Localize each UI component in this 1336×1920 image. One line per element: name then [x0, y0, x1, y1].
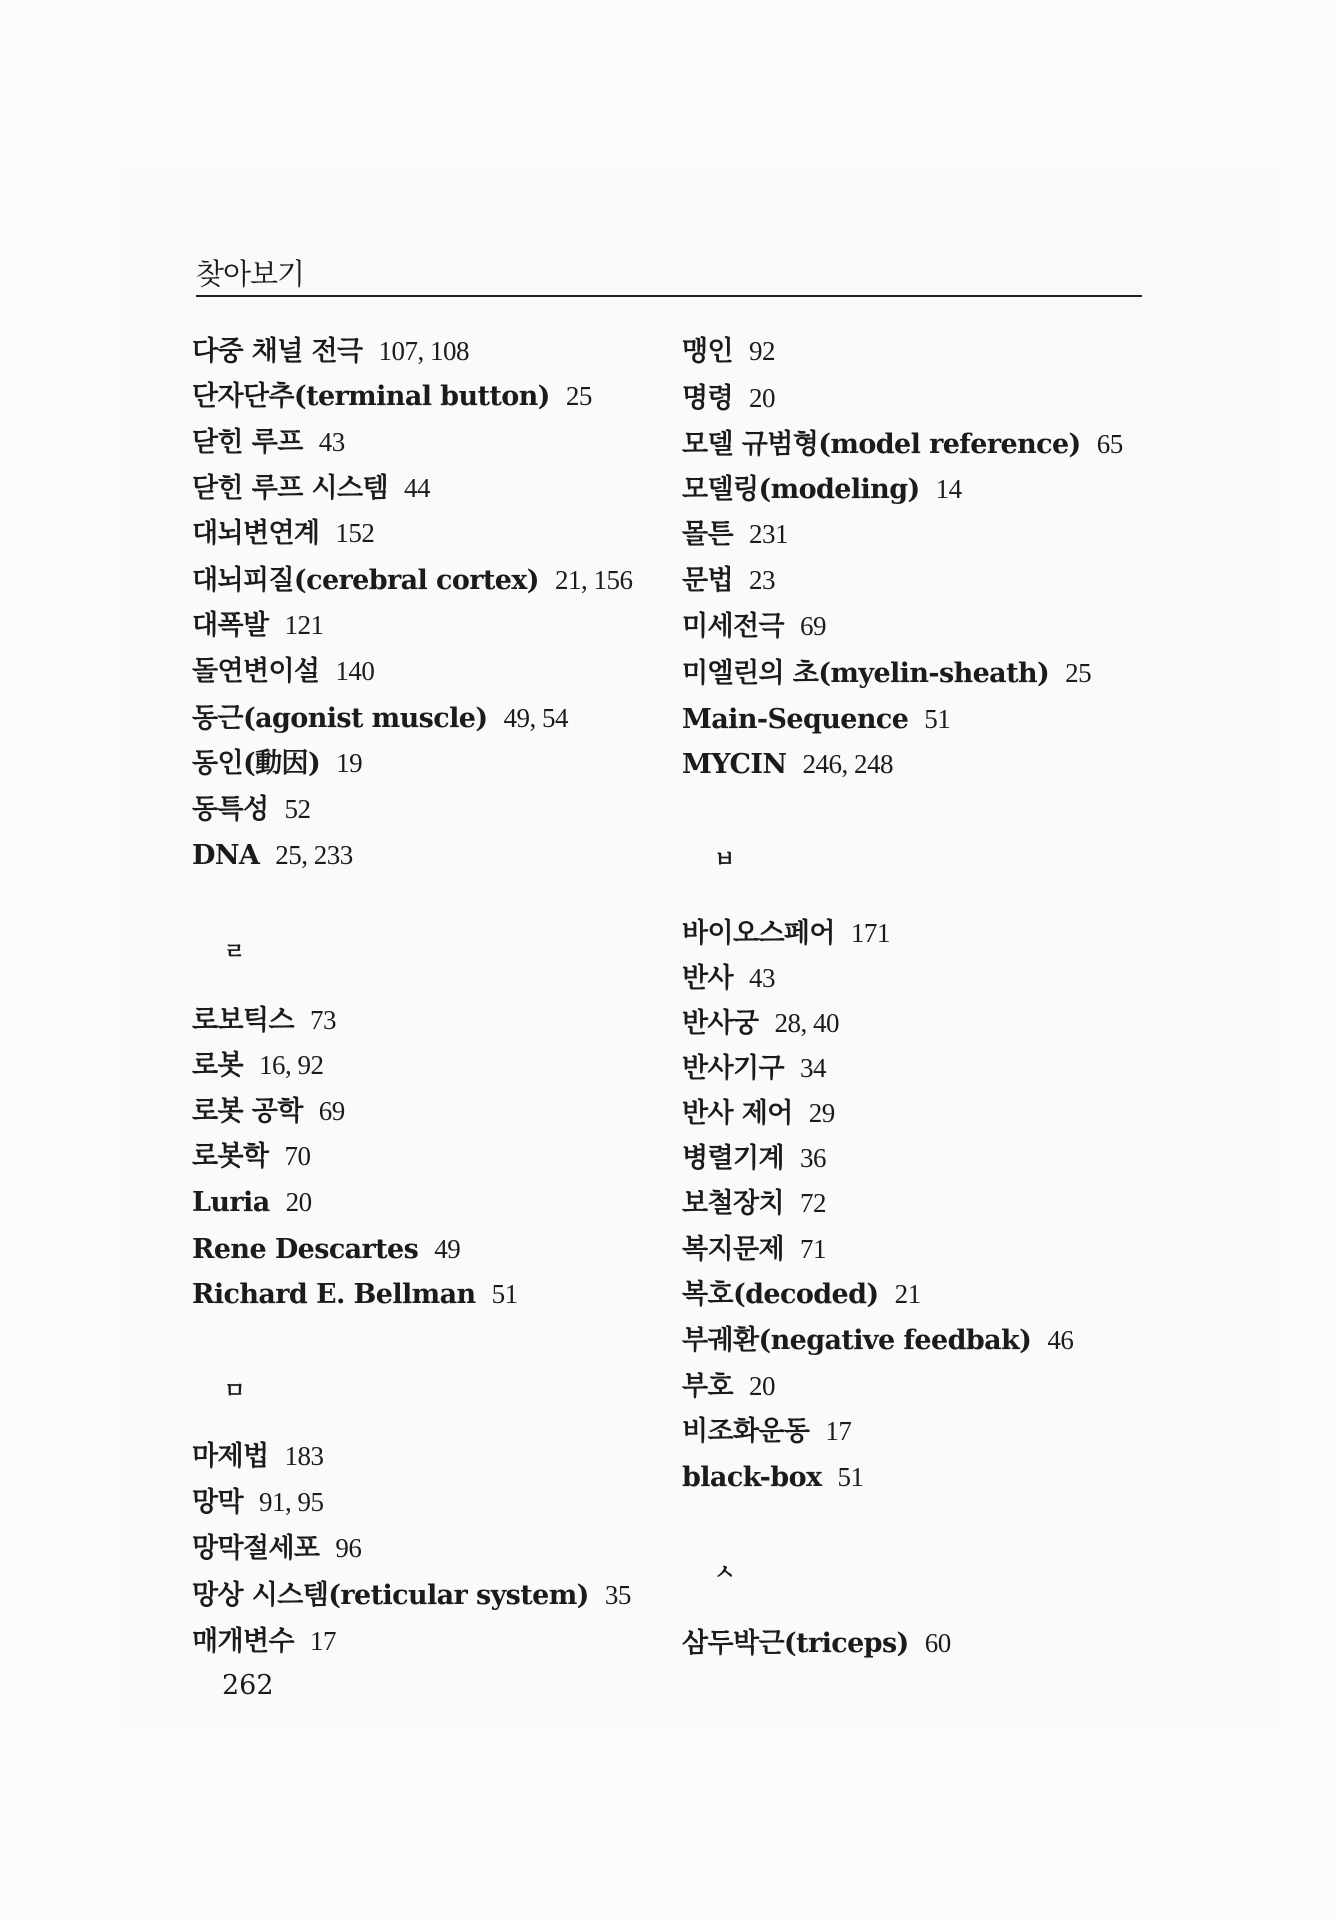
- index-page-refs: 73: [309, 1005, 336, 1035]
- index-term: 몰튼: [682, 519, 733, 550]
- index-page-refs: 36: [799, 1143, 826, 1173]
- index-term: Rene Descartes: [192, 1234, 419, 1265]
- index-entry: [192, 1281, 518, 1308]
- index-entry: [192, 1052, 323, 1079]
- index-term: 삼두박근(triceps): [682, 1628, 909, 1659]
- index-term: 미세전극: [682, 611, 784, 642]
- index-entry: [682, 613, 826, 640]
- index-page-refs: 17: [825, 1416, 852, 1446]
- index-term: 돌연변이설: [192, 656, 320, 687]
- index-term: 미엘린의 초(myelin-sheath): [682, 658, 1050, 689]
- index-page-refs: 20: [748, 1371, 775, 1401]
- index-page-refs: 183: [284, 1441, 324, 1471]
- index-page-refs: 60: [924, 1628, 951, 1658]
- index-term: DNA: [192, 840, 260, 871]
- index-page-refs: 107, 108: [378, 336, 469, 366]
- index-page-refs: 44: [403, 473, 430, 503]
- index-entry: [682, 521, 788, 548]
- index-term: 다중 채널 전극: [192, 336, 363, 367]
- index-term: 보철장치: [682, 1188, 784, 1219]
- index-page-refs: 29: [808, 1098, 835, 1128]
- index-term: 비조화운동: [682, 1416, 810, 1447]
- index-page-refs: 71: [799, 1234, 826, 1264]
- index-term: 동특성: [192, 794, 269, 825]
- index-entry: [192, 1628, 336, 1655]
- index-entry: [192, 1582, 631, 1609]
- index-page-refs: 69: [318, 1096, 345, 1126]
- index-term: 모델 규범형(model reference): [682, 429, 1081, 460]
- index-page-refs: 69: [799, 611, 826, 641]
- index-entry: [682, 965, 775, 992]
- index-term: 부호: [682, 1371, 733, 1402]
- index-page-refs: 21: [894, 1279, 921, 1309]
- index-page-refs: 72: [799, 1188, 826, 1218]
- index-page-refs: 92: [748, 336, 775, 366]
- index-page-refs: 16, 92: [258, 1050, 324, 1080]
- index-term: 동근(agonist muscle): [192, 703, 488, 734]
- index-entry: [682, 1281, 921, 1308]
- index-page-refs: 121: [284, 610, 324, 640]
- index-entry: [192, 383, 592, 410]
- index-term: 병렬기계: [682, 1143, 784, 1174]
- index-term: 복지문제: [682, 1234, 784, 1265]
- section-heading: ㅂ: [714, 848, 736, 873]
- index-entry: [682, 1236, 826, 1263]
- index-entry: [192, 520, 374, 547]
- index-entry: [192, 1236, 460, 1263]
- index-entry: [682, 1418, 851, 1445]
- index-entry: [682, 1145, 826, 1172]
- index-entry: [192, 750, 362, 777]
- index-term: 맹인: [682, 336, 733, 367]
- index-entry: [682, 1100, 835, 1127]
- index-term: 명령: [682, 383, 733, 414]
- index-entry: [192, 1007, 336, 1034]
- index-entry: [682, 1055, 826, 1082]
- index-page-refs: 34: [799, 1053, 826, 1083]
- index-entry: [192, 1143, 310, 1170]
- index-page-refs: 246, 248: [802, 749, 893, 779]
- index-term: 반사 제어: [682, 1098, 793, 1129]
- index-term: 닫힌 루프: [192, 427, 303, 458]
- index-term: 모델링(modeling): [682, 474, 920, 505]
- index-page-refs: 20: [748, 383, 775, 413]
- index-entry: [682, 1190, 826, 1217]
- index-term: 마제법: [192, 1441, 269, 1472]
- index-page-refs: 52: [284, 794, 311, 824]
- index-entry: [192, 1535, 361, 1562]
- index-entry: [192, 429, 345, 456]
- section-heading: ㄹ: [224, 940, 246, 965]
- index-term: 망막절세포: [192, 1533, 320, 1564]
- index-entry: [682, 385, 775, 412]
- index-term: Richard E. Bellman: [192, 1279, 476, 1310]
- index-term: 바이오스페어: [682, 918, 835, 949]
- index-page-refs: 171: [850, 918, 890, 948]
- index-entry: [192, 1443, 323, 1470]
- index-entry: [682, 431, 1123, 458]
- index-term: 대폭발: [192, 610, 269, 641]
- index-term: 매개변수: [192, 1626, 294, 1657]
- index-page-refs: 91, 95: [258, 1487, 324, 1517]
- index-page-refs: 25: [565, 381, 592, 411]
- index-term: Luria: [192, 1187, 270, 1218]
- page-number: 262: [222, 1670, 274, 1701]
- index-page-refs: 51: [924, 704, 951, 734]
- index-page-refs: 35: [604, 1580, 631, 1610]
- index-term: 망상 시스템(reticular system): [192, 1580, 589, 1611]
- index-term: Main-Sequence: [682, 704, 909, 735]
- index-term: 로봇: [192, 1050, 243, 1081]
- index-entry: [682, 751, 893, 778]
- index-page-refs: 17: [309, 1626, 336, 1656]
- index-entry: [682, 660, 1091, 687]
- index-term: 반사: [682, 963, 733, 994]
- index-page-refs: 20: [285, 1187, 312, 1217]
- index-term: 망막: [192, 1487, 243, 1518]
- index-page-refs: 43: [748, 963, 775, 993]
- index-page-refs: 152: [335, 518, 375, 548]
- index-page-refs: 23: [748, 565, 775, 595]
- index-entry: [682, 1464, 863, 1491]
- index-entry: [192, 796, 310, 823]
- index-page-refs: 70: [284, 1141, 311, 1171]
- index-page-refs: 25: [1065, 658, 1092, 688]
- index-term: 대뇌변연계: [192, 518, 320, 549]
- index-entry: [682, 338, 775, 365]
- index-entry: [682, 1373, 775, 1400]
- index-term: 반사궁: [682, 1008, 759, 1039]
- index-entry: [192, 1189, 312, 1216]
- index-page-refs: 49, 54: [503, 703, 569, 733]
- index-page-refs: 96: [335, 1533, 362, 1563]
- index-term: MYCIN: [682, 749, 787, 780]
- index-term: 로봇 공학: [192, 1096, 303, 1127]
- index-entry: [682, 920, 890, 947]
- index-page-refs: 28, 40: [774, 1008, 839, 1038]
- index-term: 단자단추(terminal button): [192, 381, 550, 412]
- index-entry: [192, 842, 353, 869]
- index-page-refs: 51: [837, 1462, 864, 1492]
- index-page-refs: 140: [335, 656, 375, 686]
- index-entry: [192, 658, 374, 685]
- index-entry: [192, 1098, 345, 1125]
- index-term: 문법: [682, 565, 733, 596]
- index-entry: [682, 1327, 1073, 1354]
- index-page-refs: 21, 156: [554, 565, 633, 595]
- index-page-refs: 19: [336, 748, 363, 778]
- index-term: 닫힌 루프 시스템: [192, 473, 388, 504]
- index-entry: [682, 1630, 951, 1657]
- index-page-refs: 14: [935, 474, 962, 504]
- index-page-refs: 51: [491, 1279, 518, 1309]
- page-title: 찾아보기: [196, 257, 305, 291]
- index-term: 동인(動因): [192, 748, 321, 779]
- index-term: 반사기구: [682, 1053, 784, 1084]
- index-page-refs: 25, 233: [275, 840, 353, 870]
- index-page-refs: 231: [748, 519, 788, 549]
- index-term: 로보틱스: [192, 1005, 294, 1036]
- section-heading: ㅁ: [224, 1379, 246, 1404]
- index-page-refs: 46: [1047, 1325, 1074, 1355]
- index-page-refs: 65: [1096, 429, 1123, 459]
- index-page-refs: 49: [434, 1234, 461, 1264]
- index-term: black-box: [682, 1462, 822, 1493]
- index-term: 대뇌피질(cerebral cortex): [192, 565, 539, 596]
- index-entry: [192, 1489, 323, 1516]
- index-entry: [682, 706, 950, 733]
- index-entry: [682, 567, 775, 594]
- index-entry: [192, 567, 632, 594]
- section-heading: ㅅ: [714, 1561, 736, 1586]
- header-rule: [196, 295, 1142, 297]
- index-entry: [192, 338, 469, 365]
- index-entry: [682, 1010, 839, 1037]
- index-term: 로봇학: [192, 1141, 269, 1172]
- index-term: 복호(decoded): [682, 1279, 879, 1310]
- index-page-refs: 43: [318, 427, 345, 457]
- index-entry: [682, 476, 962, 503]
- index-entry: [192, 475, 430, 502]
- index-entry: [192, 705, 568, 732]
- index-entry: [192, 612, 323, 639]
- index-term: 부궤환(negative feedbak): [682, 1325, 1032, 1356]
